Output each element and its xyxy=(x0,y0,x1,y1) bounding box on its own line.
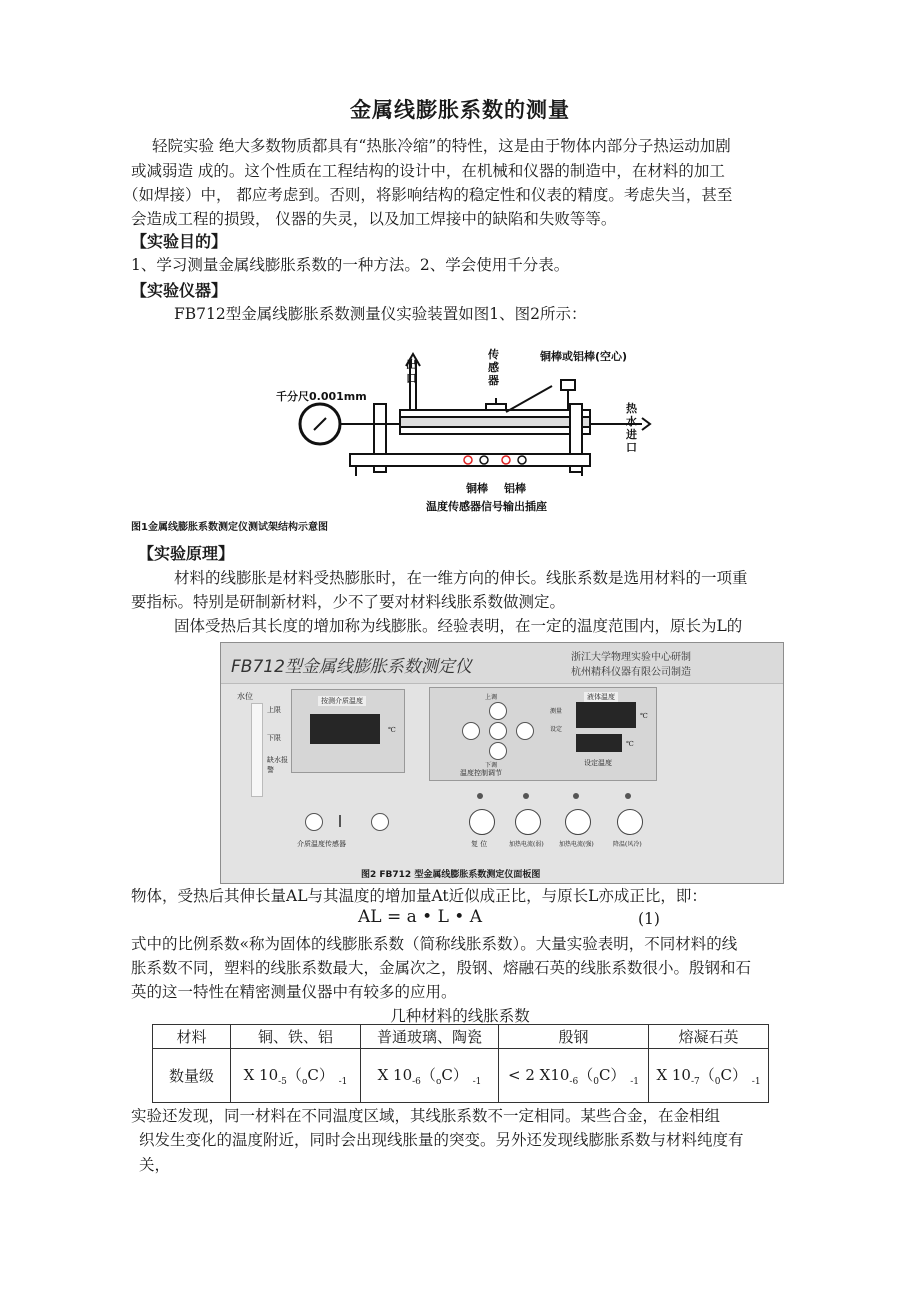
label-hotwater-2: 水 xyxy=(626,415,637,428)
text-line: 固体受热后其长度的增加称为线膨胀。经验表明，在一定的温度范围内，原长为L的 xyxy=(174,617,743,635)
row-label: 数量级 xyxy=(153,1049,231,1103)
label-rod: 铜棒或铝棒(空心) xyxy=(540,350,628,363)
indicator-led xyxy=(477,793,483,799)
text-line: 式中的比例系数«称为固体的线膨胀系数（简称线胀系数）。大量实验表明，不同材料的线 xyxy=(131,935,738,953)
cell-power: -1 xyxy=(472,1077,482,1087)
inner-rod xyxy=(400,417,590,427)
coefficient-table xyxy=(152,1024,769,1103)
table-header-row xyxy=(153,1025,769,1049)
table-caption: 几种材料的线胀系数 xyxy=(390,1007,530,1025)
cell-degree: 0 xyxy=(593,1077,599,1087)
text-line: 胀系数不同，塑料的线胀系数最大，金属次之，殷钢、熔融石英的线胀系数很小。殷钢和石 xyxy=(131,959,752,977)
cell-base: X 10 xyxy=(656,1066,691,1084)
section-heading-purpose: 【实验目的】 xyxy=(131,232,228,251)
header-cell: 熔凝石英 xyxy=(649,1025,769,1049)
cell-base: X 10 xyxy=(377,1066,413,1084)
heat-strong-label: 加热电流(强) xyxy=(559,841,594,848)
sample-temp-display xyxy=(576,702,636,728)
label-sensor-1: 传 xyxy=(488,348,499,361)
section-heading-apparatus: 【实验仪器】 xyxy=(131,281,228,300)
figure-2-panel xyxy=(220,642,784,884)
cell-paren: （ xyxy=(578,1066,594,1084)
formula-number: (1) xyxy=(638,910,660,928)
down-label: 下调 xyxy=(485,762,498,769)
cell-power: -1 xyxy=(751,1077,761,1087)
table-row xyxy=(153,1049,769,1103)
divider xyxy=(339,815,341,827)
cell-unit: C） xyxy=(598,1066,626,1084)
cell-exp: -6 xyxy=(569,1077,579,1087)
maker-line-1: 浙江大学物理实验中心研制 xyxy=(571,652,691,663)
unit-label: ℃ xyxy=(388,726,396,734)
page-title: 金属线膨胀系数的测量 xyxy=(350,98,570,122)
right-button[interactable] xyxy=(516,722,534,740)
set-label: 设定 xyxy=(550,726,563,733)
header-cell: 普通玻璃、陶瓷 xyxy=(361,1025,499,1049)
label-sensor-3: 器 xyxy=(488,374,499,387)
water-level-label: 水位 xyxy=(237,692,253,701)
table-cell xyxy=(649,1049,769,1103)
purpose-text: 1、学习测量金属线膨胀系数的一种方法。2、学会使用千分表。 xyxy=(131,256,570,274)
cell-power: -1 xyxy=(338,1077,348,1087)
temp-control-box xyxy=(429,687,657,781)
figure-2-caption: 图2 FB712 型金属线膨胀系数测定仪面板图 xyxy=(361,870,541,880)
header-cell: 殷钢 xyxy=(499,1025,649,1049)
up-label: 上调 xyxy=(485,694,498,701)
text-line: 会造成工程的损毁， 仪器的失灵，以及加工焊接中的缺陷和失败等等。 xyxy=(131,210,617,228)
label-hotwater-4: 口 xyxy=(626,441,637,454)
cell-degree: o xyxy=(435,1077,442,1087)
label-socket: 温度传感器信号输出插座 xyxy=(426,500,547,513)
cell-paren: （ xyxy=(286,1066,302,1084)
sensor-block xyxy=(486,404,506,410)
cell-unit: C） xyxy=(441,1066,468,1084)
medium-temp-label: 按测介质温度 xyxy=(318,696,366,706)
cell-paren: （ xyxy=(699,1066,715,1084)
indicator-led xyxy=(523,793,529,799)
text-line: 或减弱造 成的。这个性质在工程结构的设计中，在机械和仪器的制造中，在材料的加工 xyxy=(131,162,725,180)
socket-aluminum-1 xyxy=(502,456,510,464)
cell-exp: -7 xyxy=(690,1077,700,1087)
label-hotwater-1: 热 xyxy=(626,402,637,415)
unit-label: ℃ xyxy=(640,712,648,720)
cool-button[interactable] xyxy=(617,809,643,835)
set-temp-display xyxy=(576,734,622,752)
indicator-led xyxy=(625,793,631,799)
sensor-socket-2 xyxy=(371,813,389,831)
sensor-socket xyxy=(305,813,323,831)
eq-intro: 物体，受热后其伸长量AL与其温度的增加量At近似成正比，与原长L亦成正比，即： xyxy=(131,887,707,905)
text-line: （如焊接）中， 都应考虑到。否则，将影响结构的稳定性和仪表的精度。考虑失当，甚至 xyxy=(123,186,733,204)
text-line: 实验还发现，同一材料在不同温度区域，其线胀系数不一定相同。某些合金，在金相组 xyxy=(131,1107,721,1125)
text-line: 材料的线膨胀是材料受热膨胀时，在一维方向的伸长。线胀系数是选用材料的一项重 xyxy=(174,569,748,587)
section-heading-principle: 【实验原理】 xyxy=(138,544,235,563)
apparatus-text: FB712型金属线膨胀系数测量仪实验装置如图1、图2所示： xyxy=(174,305,587,323)
unit-label: ℃ xyxy=(626,740,634,748)
socket-copper-1 xyxy=(464,456,472,464)
water-level-gauge xyxy=(251,703,263,797)
socket-copper-2 xyxy=(480,456,488,464)
label-outlet-2: 口 xyxy=(406,372,417,385)
cell-base: < 2 X10 xyxy=(508,1066,570,1084)
indicator-led xyxy=(573,793,579,799)
lower-label: 下限 xyxy=(267,734,281,742)
text-line: 英的这一特性在精密测量仪器中有较多的应用。 xyxy=(131,983,457,1001)
set-temp-label: 设定温度 xyxy=(584,759,612,767)
panel-title-bar xyxy=(221,643,783,684)
figure-1-test-frame xyxy=(270,340,660,520)
label-aluminum: 铝棒 xyxy=(504,482,526,495)
label-outlet-1: 出 xyxy=(406,358,417,371)
label-hotwater-3: 进 xyxy=(626,428,637,441)
heat-weak-label: 加热电流(弱) xyxy=(509,841,544,848)
text-line: 关， xyxy=(139,1156,171,1174)
reset-button[interactable] xyxy=(469,809,495,835)
text-line: 要指标。特别是研制新材料，少不了要对材料线胀系数做测定。 xyxy=(131,593,566,611)
label-sensor-2: 感 xyxy=(488,361,499,374)
reset-label: 复 位 xyxy=(471,840,488,848)
header-cell: 铜、铁、铝 xyxy=(231,1025,361,1049)
medium-temp-display xyxy=(310,714,380,744)
figure-1-caption: 图1金属线膨胀系数测定仪测试架结构示意图 xyxy=(131,522,328,533)
up-button[interactable] xyxy=(489,702,507,720)
cell-degree: 0 xyxy=(714,1077,721,1087)
cell-base: X 10 xyxy=(243,1066,279,1084)
header-cell: 材料 xyxy=(153,1025,231,1049)
sample-temp-label: 液体温度 xyxy=(584,692,618,702)
heat-strong-button[interactable] xyxy=(565,809,591,835)
cell-unit: C） xyxy=(307,1066,334,1084)
water-lack-label: 缺水报警 xyxy=(267,756,288,774)
cell-paren: （ xyxy=(420,1066,436,1084)
table-cell xyxy=(361,1049,499,1103)
cell-exp: -6 xyxy=(412,1077,421,1087)
table-cell xyxy=(231,1049,361,1103)
cell-exp: -5 xyxy=(278,1077,287,1087)
socket-aluminum-2 xyxy=(518,456,526,464)
text-line: 织发生变化的温度附近，同时会出现线胀量的突变。另外还发现线膨胀系数与材料纯度有 xyxy=(139,1131,744,1149)
label-micrometer: 千分尺0.001mm xyxy=(276,390,367,403)
formula-1: AL = a • L • A xyxy=(358,907,482,927)
sensor-label: 介质温度传感器 xyxy=(297,840,346,848)
cool-label: 降温(风冷) xyxy=(613,841,642,848)
cell-unit: C） xyxy=(720,1066,747,1084)
cell-power: -1 xyxy=(630,1077,639,1087)
center-button[interactable] xyxy=(489,722,507,740)
measure-label: 测量 xyxy=(550,708,563,715)
left-button[interactable] xyxy=(462,722,480,740)
maker-line-2: 杭州精科仪器有限公司制造 xyxy=(571,667,691,678)
text-line: 轻院实验 绝大多数物质都具有“热胀冷缩”的特性，这是由于物体内部分子热运动加剧 xyxy=(152,137,731,155)
panel-title: FB712型金属线膨胀系数测定仪 xyxy=(231,657,472,677)
table-cell xyxy=(499,1049,649,1103)
heat-weak-button[interactable] xyxy=(515,809,541,835)
upper-label: 上限 xyxy=(267,706,281,714)
screw-knob xyxy=(561,380,575,390)
temp-ctrl-label: 温度控制调节 xyxy=(460,769,502,777)
cell-degree: o xyxy=(301,1077,308,1087)
medium-temp-box xyxy=(291,689,405,773)
down-button[interactable] xyxy=(489,742,507,760)
label-copper: 铜棒 xyxy=(466,482,488,495)
